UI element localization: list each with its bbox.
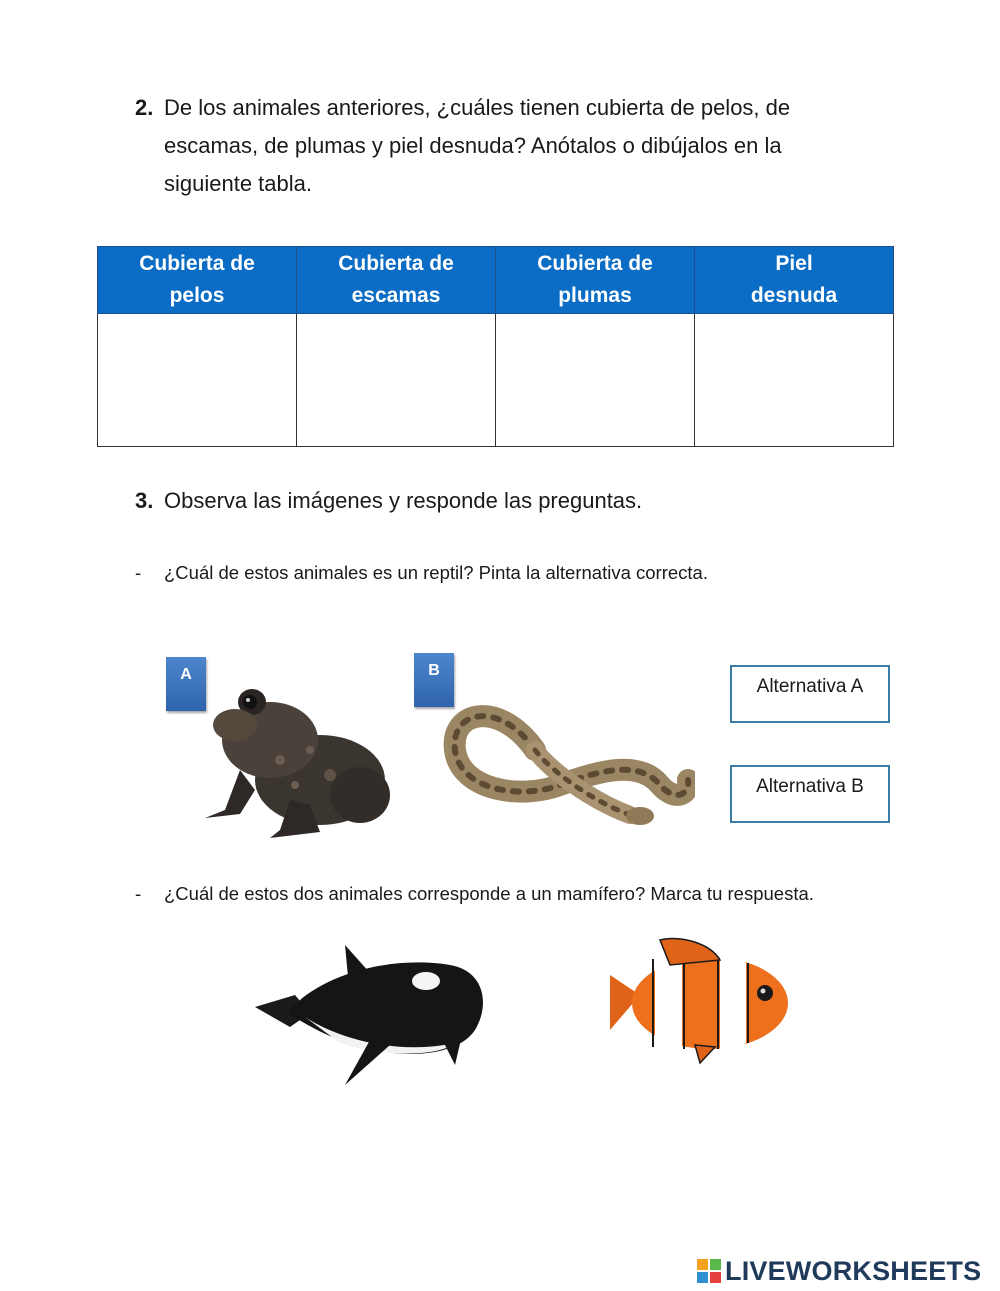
- logo-text: LIVEWORKSHEETS: [725, 1255, 982, 1286]
- answer-cell-plumas[interactable]: [496, 314, 695, 447]
- logo-mark-icon: [697, 1259, 721, 1283]
- orca-image[interactable]: [250, 935, 490, 1090]
- question-2-text: [164, 89, 884, 203]
- question-2-line-3: siguiente tabla.: [164, 171, 312, 196]
- subquestion-mammal: ¿Cuál de estos dos animales corresponde a un mamífero? Marca tu respuesta.: [164, 883, 814, 904]
- question-3-text: Observa las imágenes y responde las preguntas.: [164, 488, 643, 513]
- label-a: A: [166, 657, 206, 711]
- clownfish-image[interactable]: [600, 935, 795, 1065]
- header-pelos: Cubierta de pelos: [98, 247, 297, 314]
- alternative-a-button[interactable]: Alternativa A: [730, 665, 890, 723]
- label-b: B: [414, 653, 454, 707]
- header-piel-desnuda: Piel desnuda: [695, 247, 894, 314]
- answer-cell-escamas[interactable]: [297, 314, 496, 447]
- question-3-number: 3.: [135, 488, 154, 513]
- question-2-number: 2.: [135, 95, 154, 120]
- subquestion-reptile: ¿Cuál de estos animales es un reptil? Pinta la alternativa correcta.: [164, 562, 708, 583]
- answer-cell-piel-desnuda[interactable]: [695, 314, 894, 447]
- question-2-line-2: escamas, de plumas y piel desnuda? Anótalos o dibújalos en la: [164, 133, 782, 158]
- alternative-b-button[interactable]: Alternativa B: [730, 765, 890, 823]
- bullet-1: -: [135, 562, 142, 583]
- table-header-row: [98, 247, 894, 314]
- header-plumas: Cubierta de plumas: [496, 247, 695, 314]
- table-answer-row: [98, 314, 894, 447]
- bullet-2: -: [135, 883, 142, 904]
- covering-table: [97, 246, 894, 447]
- frog-image: [200, 680, 395, 840]
- answer-cell-pelos[interactable]: [98, 314, 297, 447]
- liveworksheets-logo: [697, 1253, 981, 1289]
- question-2-line-1: De los animales anteriores, ¿cuáles tienen cubierta de pelos, de: [164, 95, 791, 120]
- header-escamas: Cubierta de escamas: [297, 247, 496, 314]
- snake-image: [440, 690, 695, 830]
